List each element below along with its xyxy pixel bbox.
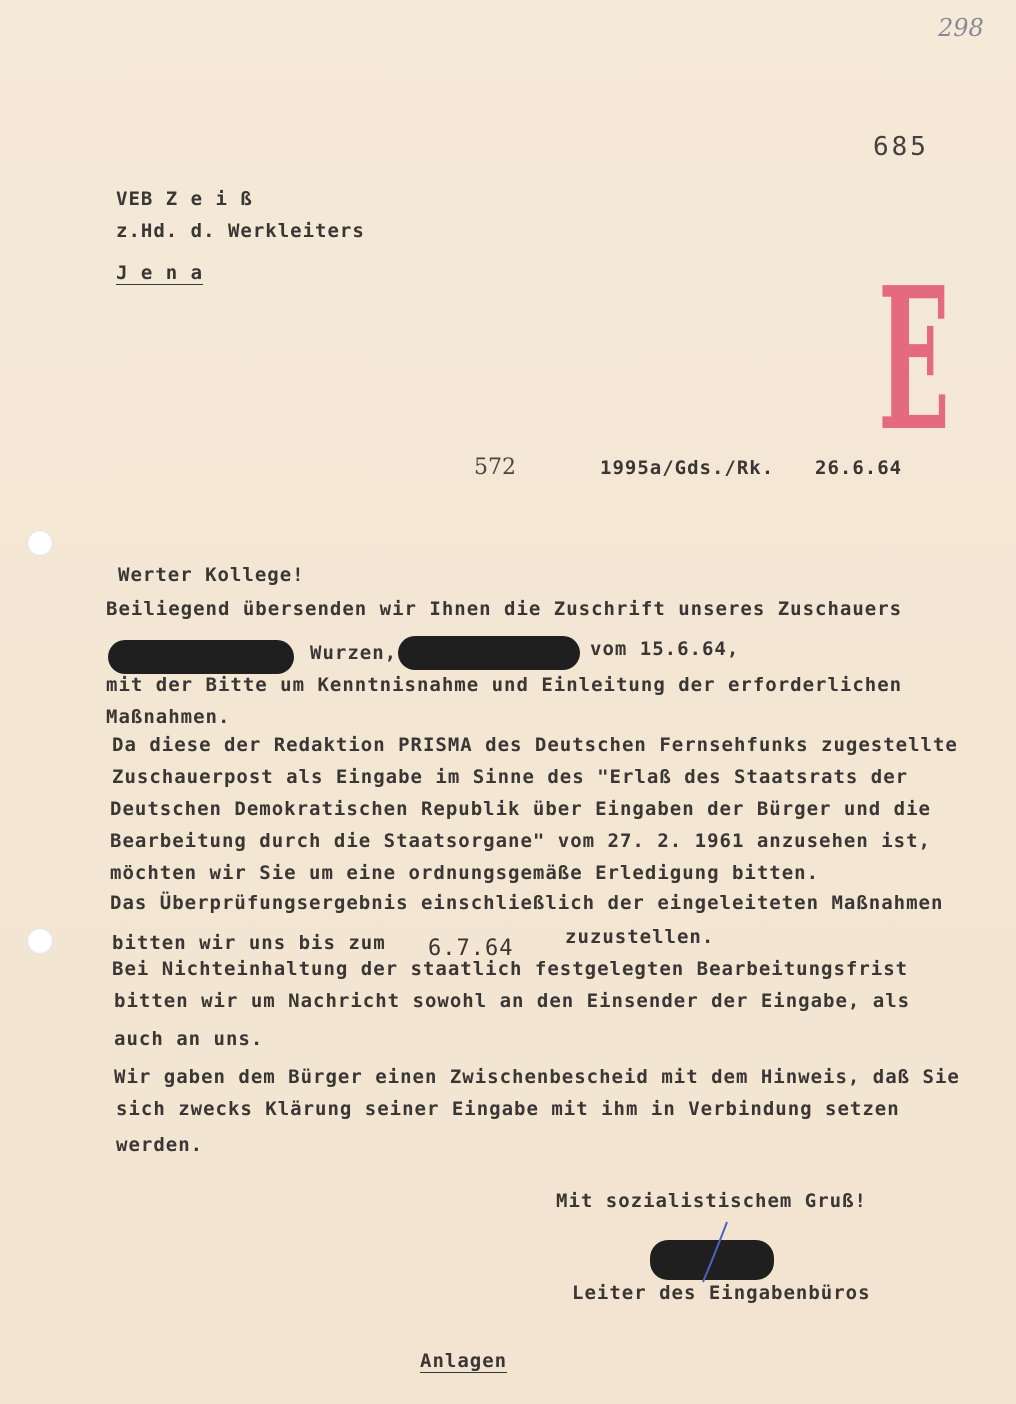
e-stamp-icon [878,245,950,475]
body-line-17: werden. [116,1134,204,1156]
punch-hole-bottom [27,928,53,954]
signature-pen-stroke-icon [695,1218,735,1288]
redacted-name [108,640,294,674]
svg-text:E: E [878,245,950,475]
recipient-city: J e n a [116,262,204,284]
body-line-12: Bei Nichteinhaltung der staatlich festgelegten Bearbeitungsfrist [112,958,909,980]
salutation: Werter Kollege! [118,564,305,586]
reference-file-number: 1995a/Gds./Rk. [600,457,775,479]
body-line-8: Bearbeitung durch die Staatsorgane" vom 27. 2. 1961 anzusehen ist, [110,830,931,852]
body-line-4: Maßnahmen. [106,706,231,728]
body-line-7: Deutschen Demokratischen Republik über Eingaben der Bürger und die [110,798,931,820]
body-line-16: sich zwecks Klärung seiner Eingabe mit ihm in Verbindung setzen [116,1098,900,1120]
recipient-line-2: z.Hd. d. Werkleiters [116,220,365,242]
body-line-14: auch an uns. [114,1028,264,1050]
body-line-13: bitten wir um Nachricht sowohl an den Einsender der Eingabe, als [114,990,911,1012]
body-line-9: möchten wir Sie um eine ordnungsgemäße Erledigung bitten. [110,862,820,884]
body-line-11-end: zuzustellen. [565,926,715,948]
punch-hole-top [27,530,53,556]
body-line-11-date: 6.7.64 [428,936,514,961]
body-line-1: Beiliegend übersenden wir Ihnen die Zuschrift unseres Zuschauers [106,598,903,620]
body-line-15: Wir gaben dem Bürger einen Zwischenbescheid mit dem Hinweis, daß Sie [114,1066,960,1088]
signature-title: Leiter des Eingabenbüros [572,1282,871,1304]
page-number: 685 [873,132,929,162]
recipient-line-1: VEB Z e i ß [116,188,253,210]
body-line-2-date: vom 15.6.64, [590,638,740,660]
body-line-2-city: Wurzen, [310,642,398,664]
redacted-address [398,636,580,670]
body-line-3: mit der Bitte um Kenntnisnahme und Einleitung der erforderlichen [106,674,903,696]
body-line-5: Da diese der Redaktion PRISMA des Deutschen Fernsehfunks zugestellte [112,734,958,756]
archive-number: 298 [938,14,984,42]
attachments-label: Anlagen [420,1350,508,1372]
body-line-10: Das Überprüfungsergebnis einschließlich der eingeleiteten Maßnahmen [110,892,944,914]
closing: Mit sozialistischem Gruß! [556,1190,867,1212]
body-line-11-start: bitten wir uns bis zum [112,932,386,954]
reference-date: 26.6.64 [815,457,903,479]
body-line-6: Zuschauerpost als Eingabe im Sinne des "Erlaß des Staatsrats der [112,766,909,788]
reference-handwritten-number: 572 [474,455,516,480]
